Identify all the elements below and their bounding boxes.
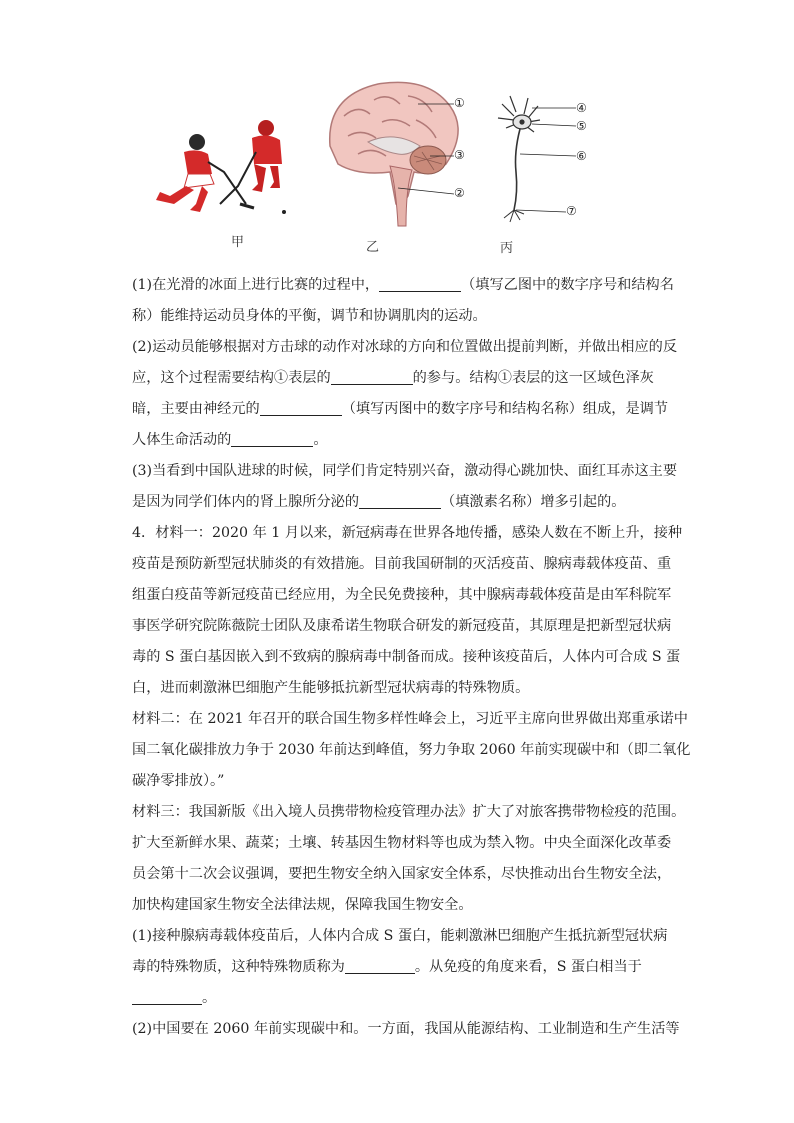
hockey-players-image <box>150 112 295 222</box>
question-3-body <box>132 270 691 1045</box>
answer-blank-q3-5[interactable] <box>359 492 441 509</box>
q3-part1-line1: (1)在光滑的冰面上进行比赛的过程中， （填写乙图中的数字序号和结构名 <box>132 277 674 293</box>
figure-caption-jia: 甲 <box>231 235 245 250</box>
q4-material3-line: 加快构建国家生物安全法律法规，保障我国生物安全。 <box>132 897 473 913</box>
q4-material1-line: 白，进而刺激淋巴细胞产生能够抵抗新型冠状病毒的特殊物质。 <box>132 680 530 696</box>
q4-sub1-line3: 。 <box>132 983 672 1014</box>
q3-part2-line3: 暗，主要由神经元的 （填写丙图中的数字序号和结构名称）组成，是调节 <box>132 401 669 417</box>
q3-part1-line2: 称）能维持运动员身体的平衡，调节和协调肌肉的运动。 <box>132 308 487 324</box>
q4-material1-line: 组蛋白疫苗等新冠疫苗已经应用，为全民免费接种，其中腺病毒载体疫苗是由军科院军 <box>132 587 672 603</box>
q4-material1-line: 事医学研究院陈薇院士团队及康希诺生物联合研发的新冠疫苗，其原理是把新型冠状病 <box>132 618 672 634</box>
hockey-player-left <box>156 134 254 212</box>
q4-material1-line: 毒的 S 蛋白基因嵌入到不致病的腺病毒中制备而成。接种该疫苗后，人体内可合成 S 蛋 <box>132 649 681 665</box>
q4-material3-line: 员会第十二次会议强调，要把生物安全纳入国家安全体系，尽快推动出台生物安全法， <box>132 866 672 882</box>
answer-blank-q3-1[interactable] <box>379 275 461 292</box>
answer-blank-q3-4[interactable] <box>231 430 313 447</box>
neuron-label-6: ⑥ <box>576 149 587 163</box>
brain-label-2: ② <box>454 186 465 200</box>
q3-part2-line4: 人体生命活动的 。 <box>132 432 328 448</box>
figure-caption-bing: 丙 <box>500 241 514 256</box>
answer-blank-q3-2[interactable] <box>331 368 413 385</box>
q4-material2-line: 材料二：在 2021 年召开的联合国生物多样性峰会上，习近平主席向世界做出郑重承诺中 <box>132 711 688 727</box>
q3-part3-line2: 是因为同学们体内的肾上腺所分泌的 （填激素名称）增多引起的。 <box>132 494 626 510</box>
neuron-label-7: ⑦ <box>566 204 577 218</box>
q4-sub1-line2: 毒的特殊物质，这种特殊物质称为 。从免疫的角度来看，S 蛋白相当于 <box>132 959 642 975</box>
q3-part2-line1: (2)运动员能够根据对方击球的动作对冰球的方向和位置做出提前判断，并做出相应的反 <box>132 339 678 355</box>
q4-material3-line: 材料三：我国新版《出入境人员携带物检疫管理办法》扩大了对旅客携带物检疫的范围。 <box>132 804 686 820</box>
q4-sub1-line1: (1)接种腺病毒载体疫苗后，人体内合成 S 蛋白，能刺激淋巴细胞产生抵抗新型冠状病 <box>132 928 668 944</box>
brain-label-1: ① <box>454 96 465 110</box>
q4-sub2-line1: (2)中国要在 2060 年前实现碳中和。一方面，我国从能源结构、工业制造和生产生活等 <box>132 1021 680 1037</box>
q4-material2-line: 国二氧化碳排放力争于 2030 年前达到峰值，努力争取 2060 年前实现碳中和（即二氧化 <box>132 742 691 758</box>
q4-material1-line: 疫苗是预防新型冠状肺炎的有效措施。目前我国研制的灭活疫苗、腺病毒载体疫苗、重 <box>132 556 672 572</box>
q3-part3-line1: (3)当看到中国队进球的时候，同学们肯定特别兴奋，激动得心跳加快、面红耳赤这主要 <box>132 463 678 479</box>
answer-blank-q3-3[interactable] <box>260 399 342 416</box>
neuron-label-5: ⑤ <box>576 119 587 133</box>
q4-material1-line: 4．材料一：2020 年 1 月以来，新冠病毒在世界各地传播，感染人数在不断上升，接种 <box>132 525 683 541</box>
q4-material2-line: 碳净零排放）。” <box>132 773 225 789</box>
hockey-player-right <box>220 120 282 204</box>
brain-label-3: ③ <box>454 148 465 162</box>
q4-material3-line: 扩大至新鲜水果、蔬菜；土壤、转基因生物材料等也成为禁入物。中央全面深化改革委 <box>132 835 672 851</box>
q3-part2-line2: 应，这个过程需要结构①表层的 的参与。结构①表层的这一区域色泽灰 <box>132 370 654 386</box>
answer-blank-q4-1[interactable] <box>345 957 415 974</box>
figure-caption-yi: 乙 <box>366 240 380 255</box>
neuron-label-4: ④ <box>576 101 587 115</box>
answer-blank-q4-2[interactable] <box>132 988 202 1005</box>
neuron-diagram <box>480 92 580 227</box>
